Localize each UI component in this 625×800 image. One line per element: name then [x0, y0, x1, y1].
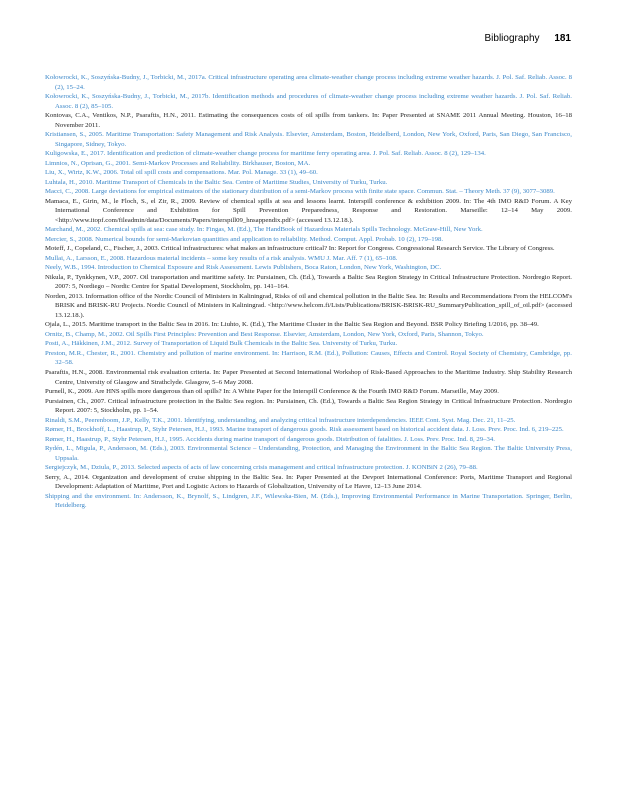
reference-entry[interactable]: Liu, X., Wirtz, K.W., 2006. Total oil spill costs and compensations. Mar. Pol. Manage. 33 (1), 49–60. [45, 169, 318, 177]
reference-list [45, 73, 572, 511]
reference-entry[interactable]: Rydén, L., Migula, P., Andersson, M. (Eds.), 2003. Environmental Science – Understanding, Protection, and Managing the Environment in the Baltic Sea Region. The Baltic University Press, Uppsala. [45, 445, 572, 462]
reference-entry[interactable]: Neely, W.B., 1994. Introduction to Chemical Exposure and Risk Assessment. Lewis Publishers, Boca Raton, London, New York, Washington, DC. [45, 264, 442, 272]
reference-entry[interactable]: Posti, A., Häkkinen, J.M., 2012. Survey of Transportation of Liquid Bulk Chemicals in the Baltic Sea. University of Turku, Turku. [45, 340, 398, 348]
reference-entry[interactable]: Kołowrocki, K., Soszyńska-Budny, J., Torbicki, M., 2017b. Identification methods and procedures of climate-weather change process including extreme weather hazards. J. Pol. Saf. Reliab. Assoc. 8 (2), 85–105. [45, 93, 572, 110]
reference-entry[interactable]: Kołowrocki, K., Soszyńska-Budny, J., Torbicki, M., 2017a. Critical infrastructure operating area climate-weather change process including extreme weather hazards. J. Pol. Saf. Reliab. Assoc. 8 (2), 15–24. [45, 74, 572, 91]
reference-entry[interactable]: Mullai, A., Larsson, E., 2008. Hazardous material incidents – some key results of a risk analysis. WMU J. Mar. Aff. 7 (1), 65–108. [45, 254, 398, 262]
reference-entry[interactable]: Sergiejczyk, M., Dziula, P., 2013. Selected aspects of acts of law concerning crisis management and critical infrastructure protection. J. KONBiN 2 (26), 79–88. [45, 464, 478, 472]
page-number: 181 [554, 33, 571, 44]
reference-entry[interactable]: Rømer, H., Haastrup, P., Styhr Petersen, H.J., 1995. Accidents during marine transport of dangerous goods. Distribution of fatalities. J. Loss. Prev. Proc. Ind. 8, 29–34. [45, 435, 495, 443]
header-section-title: Bibliography [484, 33, 540, 44]
reference-entry: Nikula, P., Tynkkynen, V.P., 2007. Oil transportation and maritime safety. In: Pursiainen, Ch. (Ed.), Towards a Baltic Sea Region Strategy in Critical Infrastructure Protection. Nordregio Report. 2007: 5, Nordiego – Nordic Centre for Spatial Development, Stockholm, pp. 141–164. [45, 273, 572, 291]
reference-entry: Norden, 2013. Information office of the Nordic Council of Ministers in Kaliningrad, Risks of oil and chemical pollution in the Baltic Sea. In: Results and Recommendations From the HELCOM's BRISK and BRISK-RU Projects. Nordic Council of Ministers in Kaliningrad. <http://www.helcom.fi/Lists/Publications/BRISK-BRISK-RU_SummaryPublication_spill_of_oil.pdf> (accessed 13.12.18.). [45, 292, 572, 319]
reference-entry: Moteff, J., Copeland, C., Fischer, J., 2003. Critical infrastructures: what makes an infrastructure critical? In: Report for Congress. Congressional Research Service. The Library of Congress. [45, 245, 555, 253]
reference-entry: Mamaca, E., Girin, M., le Floch, S., el Zir, R., 2009. Review of chemical spills at sea and lessons learnt. Interspill conference & exhibition 2009. In: The 4th IMO R&D Forum. A Key International Conference and Exhibition for Spill Prevention Preparedness, Response and Restoration. Marseille: 12–14 May 2009. <http://www.itopf.com/fileadmin/data/Documents/Papers/interspill09_hnsappendix.pdf> (accessed 13.12.18.). [45, 197, 572, 224]
reference-entry: Purnell, K., 2009. Are HNS spills more dangerous than oil spills? In: A White Paper for the Interspill Conference & the Fourth IMO R&D Forum. Marseille, May 2009. [45, 388, 499, 396]
reference-entry[interactable]: Limnios, N., Oprisan, G., 2001. Semi-Markov Processes and Reliability. Birkhauser, Boston, MA. [45, 159, 311, 167]
reference-entry[interactable]: Macci, C., 2008. Large deviations for empirical estimators of the stationary distribution of a semi-Markov process with finite state space. Commun. Stat. – Theory Meth. 37 (9), 3077–3089. [45, 188, 555, 196]
reference-entry[interactable]: Ornitz, B., Champ, M., 2002. Oil Spills First Principles: Prevention and Best Response. Elsevier, Amsterdam, London, New York, Oxford, Paris, Shannon, Tokyo. [45, 330, 484, 338]
reference-entry: Serry, A., 2014. Organization and development of cruise shipping in the Baltic Sea. In: Paper Presented at the Devport International Conference: Ports, Maritime Transport and Regional Development: Adaptation of Maritime, Port and Logistic Actors to Hazards of Globalization, University of Le Havre, 12–13 June 2014. [45, 473, 572, 491]
reference-entry[interactable]: Kuligowska, E., 2017. Identification and prediction of climate-weather change process for maritime ferry operating area. J. Pol. Saf. Reliab. Assoc. 8 (2), 129–134. [45, 150, 486, 158]
reference-entry: Psaraftis, H.N., 2008. Environmental risk evaluation criteria. In: Paper Presented at Second International Workshop of Risk-Based Approaches to the Maritime Industry. Ship Stability Research Centre, University of Glasgow and Strathclyde. Glasgow, 5–6 May 2008. [45, 368, 572, 386]
reference-entry[interactable]: Luhtala, H., 2010. Maritime Transport of Chemicals in the Baltic Sea. Centre of Maritime Studies, University of Turku, Turku. [45, 178, 388, 186]
reference-entry[interactable]: Shipping and the environment. In: Andersson, K., Brynolf, S., Lindgren, J.F., Wilewska-Bien, M. (Eds.), Improving Environmental Performance in Marine Transportation. Springer, Berlin, Heidelberg. [45, 492, 572, 510]
reference-entry: Pursiainen, Ch., 2007. Critical infrastructure protection in the Baltic Sea region. In: Pursiainen, Ch. (Ed.), Towards a Baltic Sea Region Strategy in Critical Infrastructure Protection. Nordregio Report. 2007: 5, Stockholm, pp. 1–54. [45, 397, 572, 415]
reference-entry[interactable]: Mercier, S., 2008. Numerical bounds for semi-Markovian quantities and application to reliability. Method. Comput. Appl. Probab. 10 (2), 179–198. [45, 235, 444, 243]
running-header [484, 33, 571, 44]
reference-entry[interactable]: Preston, M.R., Chester, R., 2001. Chemistry and pollution of marine environment. In: Harrison, R.M. (Ed.), Pollution: Causes, Effects and Control. Royal Society of Chemistry, Cambridge, pp. 32–58. [45, 349, 572, 367]
reference-entry: Ojala, L., 2015. Maritime transport in the Baltic Sea in 2016. In: Liuhto, K. (Ed.), The Maritime Cluster in the Baltic Sea Region and Beyond. BSR Policy Briefing 1/2016, pp. 38–49. [45, 321, 539, 329]
reference-entry: Kontovas, C.A., Ventikos, N.P., Psaraftis, H.N., 2011. Estimating the consequences costs of oil spills from tankers. In: Paper Presented at SNAME 2011 Annual Meeting. Houston, 16–18 November 2011. [45, 112, 572, 129]
reference-entry[interactable]: Marchand, M., 2002. Chemical spills at sea: case study. In: Fingas, M. (Ed.), The HandBook of Hazardous Materials Spills Technology. McGraw-Hill, New York. [45, 226, 483, 234]
reference-entry[interactable]: Kristiansen, S., 2005. Maritime Transportation: Safety Management and Risk Analysis. Elsevier, Amsterdam, Boston, Heidelberd, London, New York, Oxford, Paris, San Diego, San Francisco, Singapore, Sidney, Tokyo. [45, 131, 572, 148]
reference-entry[interactable]: Rinaldi, S.M., Peerenboom, J.P., Kelly, T.K., 2001. Identifying, understanding, and analyzing critical infrastructure interdependencies. IEEE Cont. Syst. Mag. Dec. 21, 11–25. [45, 416, 516, 424]
reference-entry[interactable]: Rømer, H., Brockhoff, L., Haastrup, P., Styhr Petersen, H.J., 1993. Marine transport of dangerous goods. Risk assessment based on historical accident data. J. Loss. Prev. Proc. Ind. 6, 219–225. [45, 426, 564, 434]
